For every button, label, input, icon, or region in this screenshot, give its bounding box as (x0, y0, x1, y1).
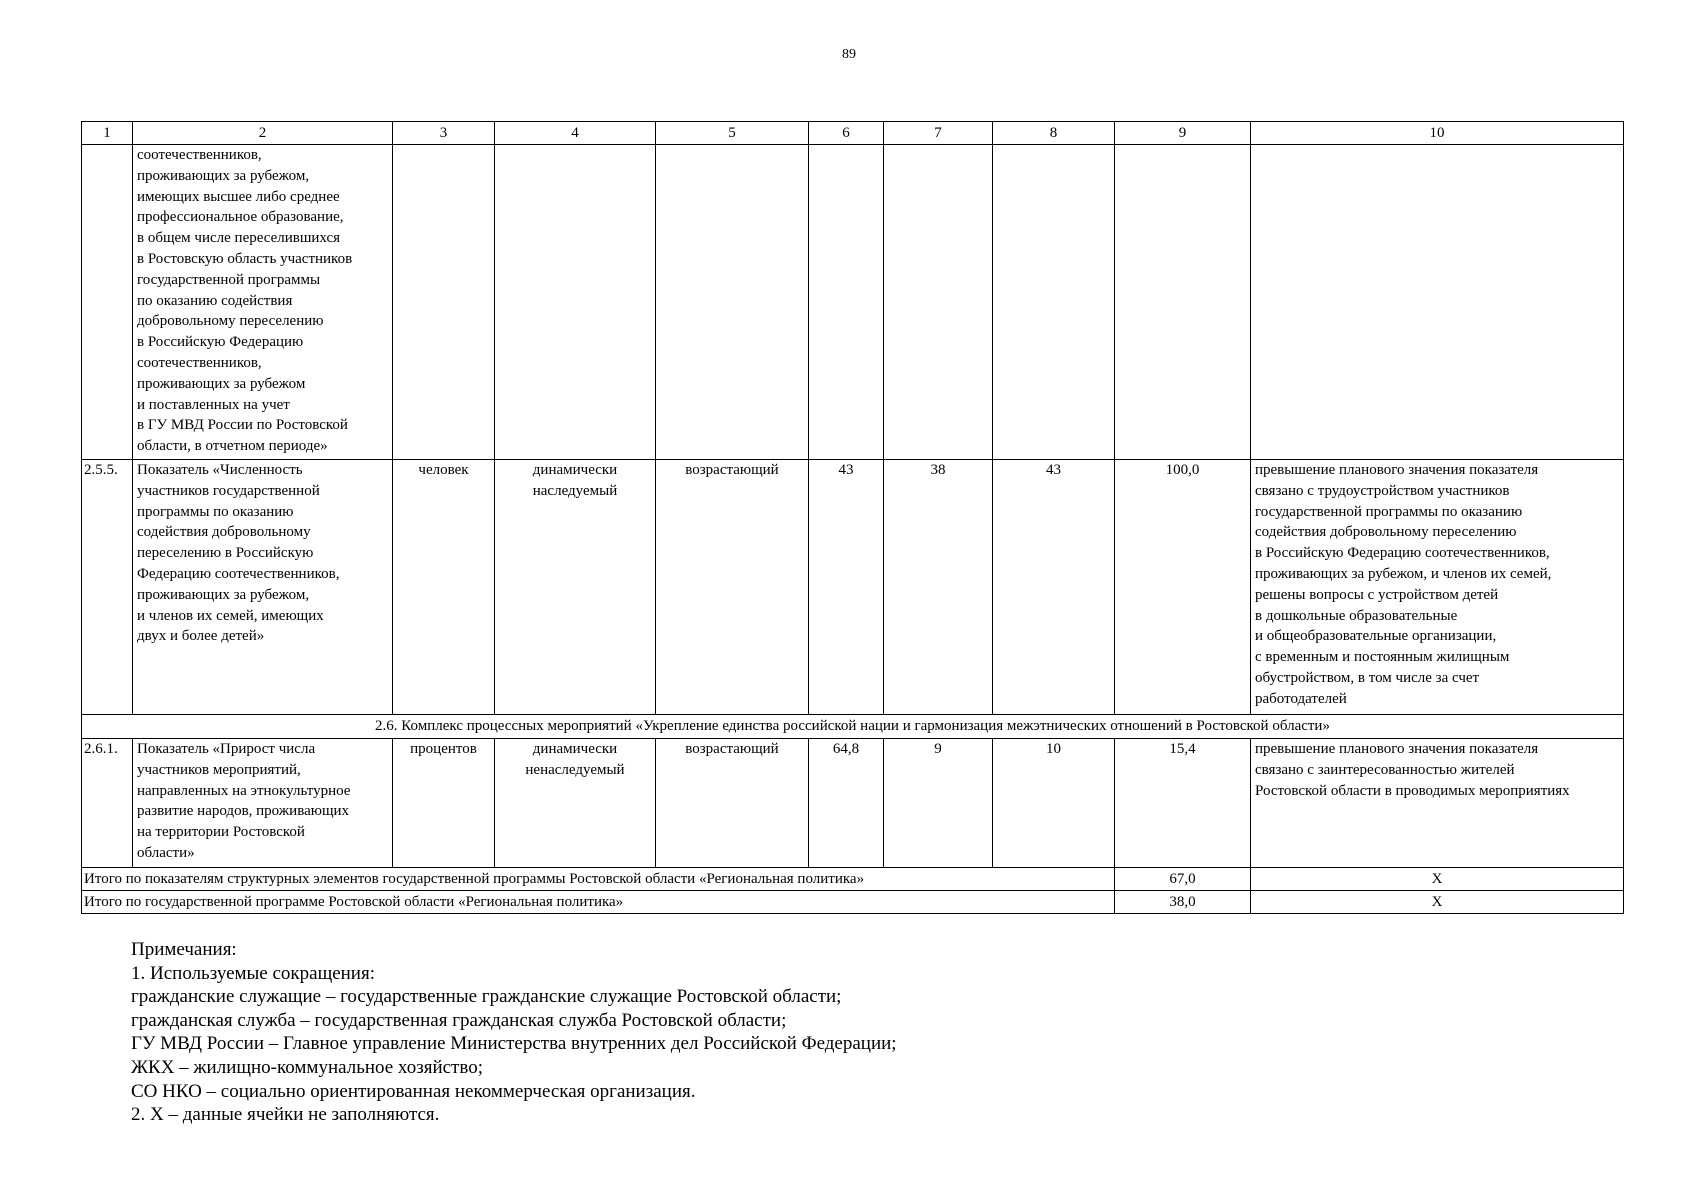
column-number: 6 (809, 122, 884, 145)
value-cell: 64,8 (809, 739, 884, 868)
note-line: ГУ МВД России – Главное управление Министерства внутренних дел Российской Федерации; (131, 1033, 897, 1055)
table-header-row (82, 122, 1624, 145)
empty-cell (993, 145, 1115, 460)
value-cell: 10 (993, 739, 1115, 868)
indicators-table (81, 121, 1624, 914)
total-mark-cell: Х (1251, 891, 1624, 914)
empty-cell (1115, 145, 1251, 460)
page-number: 89 (842, 47, 856, 62)
indicator-name-cell: Показатель «Численность участников государственной программы по оказанию содействия добровольному переселению в Российскую Федерацию соотечественников, проживающих за рубежом, и членов их семей, имеющих двух и более детей» (133, 460, 393, 715)
total-row (82, 891, 1624, 914)
empty-cell (656, 145, 809, 460)
unit-cell: процентов (393, 739, 495, 868)
indicator-name-cell: Показатель «Прирост числа участников мероприятий, направленных на этнокультурное развитие народов, проживающих на территории Ростовской области» (133, 739, 393, 868)
table-row (82, 460, 1624, 715)
note-line: гражданские служащие – государственные гражданские служащие Ростовской области; (131, 986, 842, 1008)
note-line: ЖКХ – жилищно-коммунальное хозяйство; (131, 1056, 483, 1078)
empty-cell (809, 145, 884, 460)
note-line: 2. Х – данные ячейки не заполняются. (131, 1104, 440, 1126)
total-value-cell: 67,0 (1115, 868, 1251, 891)
trend-cell: возрастающий (656, 460, 809, 715)
total-value-cell: 38,0 (1115, 891, 1251, 914)
table-row (82, 739, 1624, 868)
column-number: 10 (1251, 122, 1624, 145)
unit-cell: человек (393, 460, 495, 715)
column-number: 9 (1115, 122, 1251, 145)
row-number-cell: 2.5.5. (82, 460, 133, 715)
total-label-cell: Итого по государственной программе Ростовской области «Региональная политика» (82, 891, 1115, 914)
indicator-type-cell: динамически ненаследуемый (495, 739, 656, 868)
empty-cell (1251, 145, 1624, 460)
total-label-cell: Итого по показателям структурных элементов государственной программы Ростовской области «Региональная политика» (82, 868, 1115, 891)
table-row (82, 145, 1624, 460)
column-number: 5 (656, 122, 809, 145)
column-number: 1 (82, 122, 133, 145)
column-number: 3 (393, 122, 495, 145)
column-number: 4 (495, 122, 656, 145)
empty-cell (393, 145, 495, 460)
note-line: СО НКО – социально ориентированная некоммерческая организация. (131, 1080, 696, 1102)
total-row (82, 868, 1624, 891)
section-title-cell: 2.6. Комплекс процессных мероприятий «Укрепление единства российской нации и гармонизация межэтнических отношений в Ростовской области» (82, 715, 1624, 739)
row-number-cell (82, 145, 133, 460)
trend-cell: возрастающий (656, 739, 809, 868)
section-row (82, 715, 1624, 739)
indicator-type-cell: динамически наследуемый (495, 460, 656, 715)
comment-cell: превышение планового значения показателя связано с трудоустройством участников государственной программы по оказанию содействия добровольному переселению в Российскую Федерацию соотечественников, проживающих за рубежом, и членов их семей, решены вопросы с устройством детей в дошкольные образовательные и общеобразовательные организации, с временным и постоянным жилищным обустройством, в том числе за счет работодателей (1251, 460, 1624, 715)
value-cell: 38 (884, 460, 993, 715)
note-line: гражданская служба – государственная гражданская служба Ростовской области; (131, 1009, 787, 1031)
value-cell: 9 (884, 739, 993, 868)
empty-cell (495, 145, 656, 460)
value-cell: 43 (993, 460, 1115, 715)
notes-block (131, 938, 897, 1127)
notes-heading: Примечания: (131, 939, 237, 960)
column-number: 8 (993, 122, 1115, 145)
column-number: 7 (884, 122, 993, 145)
indicator-name-cell: соотечественников, проживающих за рубежом, имеющих высшее либо среднее профессиональное образование, в общем числе переселившихся в Ростовскую область участников государственной программы по оказанию содействия добровольному переселению в Российскую Федерацию соотечественников, проживающих за рубежом и поставленных на учет в ГУ МВД России по Ростовской области, в отчетном периоде» (133, 145, 393, 460)
value-cell: 15,4 (1115, 739, 1251, 868)
column-number: 2 (133, 122, 393, 145)
value-cell: 43 (809, 460, 884, 715)
row-number-cell: 2.6.1. (82, 739, 133, 868)
total-mark-cell: Х (1251, 868, 1624, 891)
comment-cell: превышение планового значения показателя связано с заинтересованностью жителей Ростовской области в проводимых мероприятиях (1251, 739, 1624, 868)
note-line: 1. Используемые сокращения: (131, 962, 375, 984)
empty-cell (884, 145, 993, 460)
value-cell: 100,0 (1115, 460, 1251, 715)
